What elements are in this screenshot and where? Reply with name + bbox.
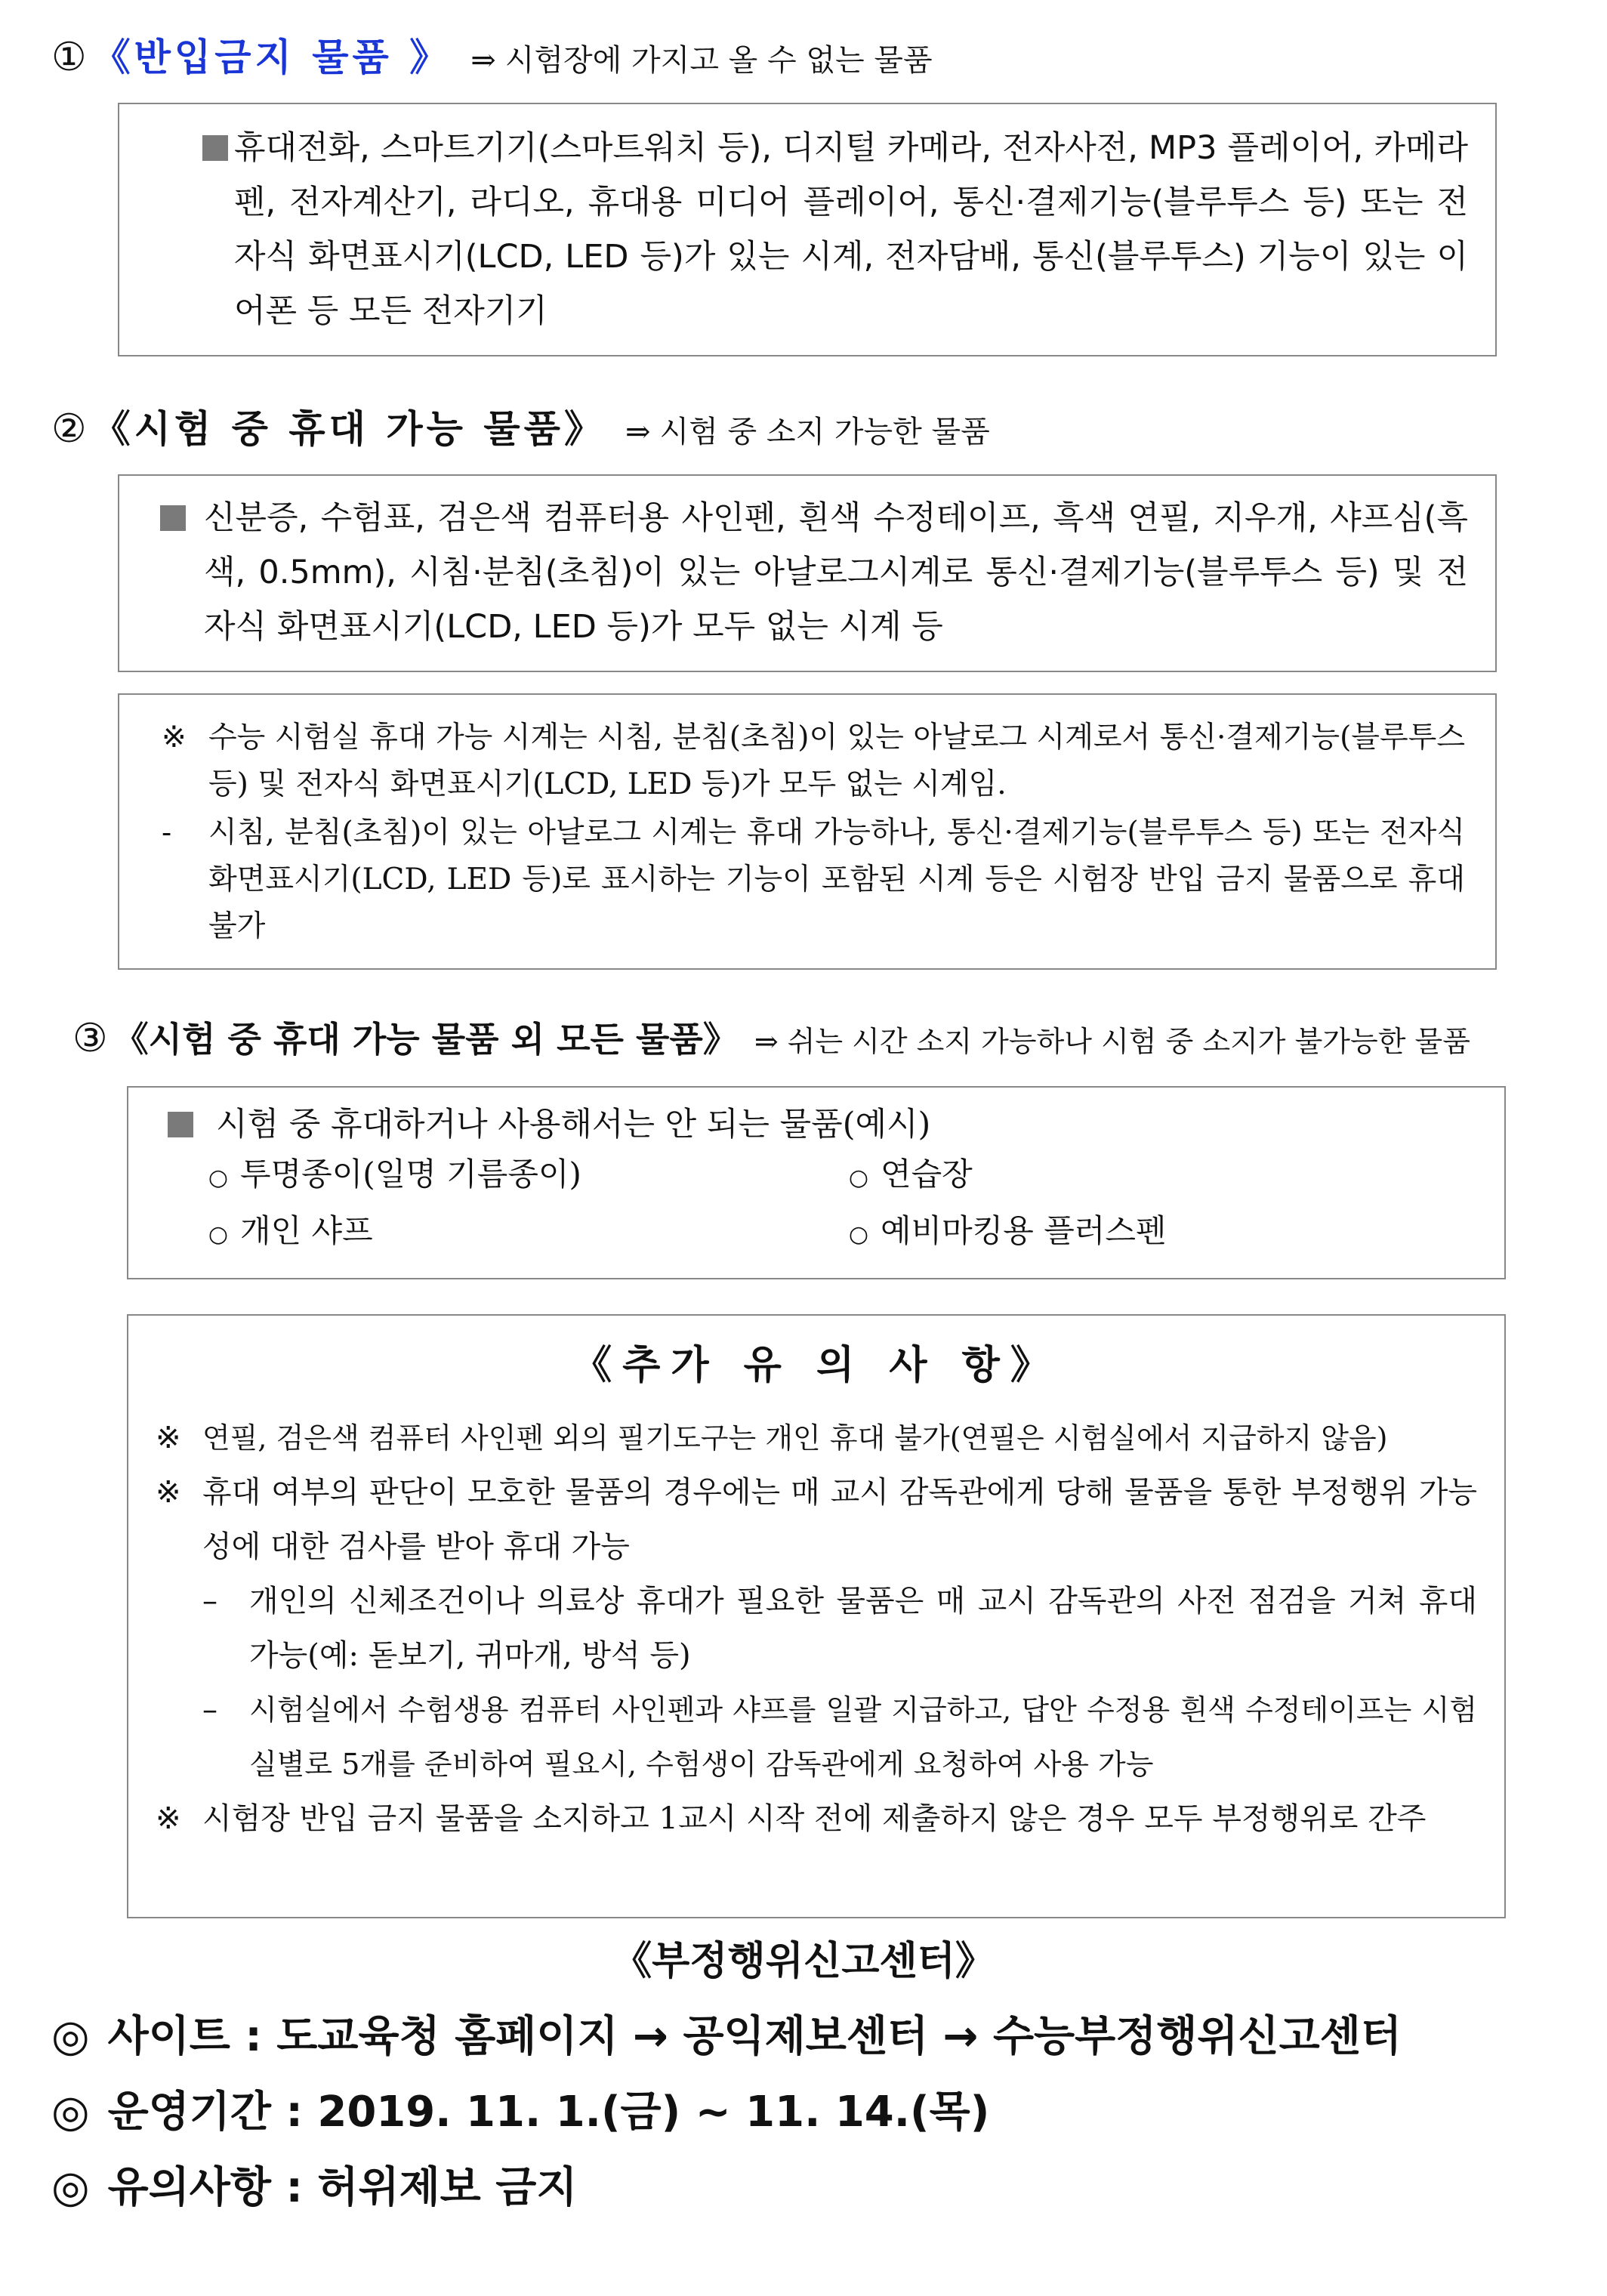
sub-note-text: 개인의 신체조건이나 의료상 휴대가 필요한 물품은 매 교시 감독관의 사전 점검을 거쳐 휴대 가능(예: 돋보기, 귀마개, 방석 등) <box>249 1584 1477 1673</box>
arrow-icon: ⇒ <box>625 415 651 449</box>
section1-box <box>118 103 1497 356</box>
section2-heading <box>51 399 1577 453</box>
arrow-icon: ⇒ <box>470 43 496 78</box>
section2-item <box>151 491 1468 654</box>
example-text: 투명종이(일명 기름종이) <box>240 1156 581 1193</box>
reference-mark-icon: ※ <box>156 1421 181 1455</box>
double-circle-icon: ◎ <box>51 2010 90 2061</box>
section2-item-text: 신분증, 수험표, 검은색 컴퓨터용 사인펜, 흰색 수정테이프, 흑색 연필, 지우개, 샤프심(흑색, 0.5mm), 시침·분침(초침)이 있는 아날로그시계로 통신·결제기능(블루투스 등) 및 전자식 화면표시기(LCD, LED 등)가 모두 없는 시계 등 <box>204 499 1468 646</box>
report-center-title: 《부정행위신고센터》 <box>612 1938 995 1984</box>
section3-number: ③ <box>72 1016 108 1061</box>
example-text: 연습장 <box>881 1156 973 1193</box>
double-circle-icon: ◎ <box>51 2085 90 2137</box>
section1-title: 《반입금지 물품 》 <box>92 35 452 79</box>
arrow-icon: ⇒ <box>754 1025 779 1058</box>
circle-bullet-icon: ○ <box>848 1221 869 1248</box>
section2-note-box <box>118 693 1497 970</box>
list-item <box>196 1148 834 1205</box>
section1-description <box>470 36 932 79</box>
sub-note-item <box>156 1574 1477 1683</box>
sub-note-item <box>156 1683 1477 1791</box>
watch-subnote <box>162 810 1465 950</box>
watch-note-text: 수능 시험실 휴대 가능 시계는 시침, 분침(초침)이 있는 아날로그 시계로서 통신·결제기능(블루투스 등) 및 전자식 화면표시기(LCD, LED 등)가 모두 없는 시계임. <box>208 721 1465 801</box>
note-text: 시험장 반입 금지 물품을 소지하고 1교시 시작 전에 제출하지 않은 경우 모두 부정행위로 간주 <box>202 1801 1427 1836</box>
section3-heading <box>72 1012 1577 1062</box>
additional-notes-title: 《추가 유 의 사 항》 <box>572 1342 1060 1388</box>
section1-item-text: 휴대전화, 스마트기기(스마트워치 등), 디지털 카메라, 전자사전, MP3 플레이어, 카메라 펜, 전자계산기, 라디오, 휴대용 미디어 플레이어, 통신·결제기능(블루투스 등) 또는 전자식 화면표시기(LCD, LED 등)가 있는 시계, 전자담배, 통신(블루투스) 기능이 있는 이어폰 등 모든 전자기기 <box>234 129 1468 330</box>
square-bullet-icon <box>202 135 228 161</box>
note-item <box>156 1465 1477 1574</box>
example-column-left <box>196 1148 834 1261</box>
circle-bullet-icon: ○ <box>848 1165 869 1191</box>
note-text: 연필, 검은색 컴퓨터 사인펜 외의 필기도구는 개인 휴대 불가(연필은 시험실에서 지급하지 않음) <box>202 1421 1388 1455</box>
report-caution-line <box>51 2154 577 2214</box>
square-bullet-icon <box>168 1112 193 1137</box>
section1-heading <box>51 27 1577 82</box>
note-item <box>156 1791 1477 1846</box>
note-item <box>156 1411 1477 1465</box>
note-text: 휴대 여부의 판단이 모호한 물품의 경우에는 매 교시 감독관에게 당해 물품을 통한 부정행위 가능성에 대한 검사를 받아 휴대 가능 <box>202 1475 1477 1564</box>
watch-subnote-text: 시침, 분침(초침)이 있는 아날로그 시계는 휴대 가능하나, 통신·결제기능(블루투스 등) 또는 전자식 화면표시기(LCD, LED 등)로 표시하는 기능이 포함된 시계 등은 시험장 반입 금지 물품으로 휴대 불가 <box>208 816 1465 943</box>
reference-mark-icon: ※ <box>156 1801 181 1836</box>
example-column-right <box>834 1148 1474 1261</box>
dash-icon: – <box>202 1584 217 1619</box>
section2-description <box>625 408 990 451</box>
report-period-text: 운영기간 : 2019. 11. 1.(금) ~ 11. 14.(목) <box>107 2088 990 2137</box>
dash-icon: – <box>202 1693 217 1727</box>
watch-note <box>162 714 1465 808</box>
square-bullet-icon <box>160 505 186 531</box>
example-text: 개인 샤프 <box>240 1212 373 1249</box>
list-item <box>837 1205 1474 1261</box>
reference-mark-icon: ※ <box>162 721 187 755</box>
section3-description <box>754 1018 1470 1060</box>
section2-box <box>118 474 1497 672</box>
section3-title: 《시험 중 휴대 가능 물품 외 모든 물품》 <box>113 1019 738 1060</box>
reference-mark-icon: ※ <box>156 1475 181 1510</box>
dash-icon: - <box>162 816 172 850</box>
section1-item <box>151 121 1468 338</box>
double-circle-icon: ◎ <box>51 2161 90 2212</box>
report-site-line <box>51 2003 1402 2063</box>
section3-header-text: 시험 중 휴대하거나 사용해서는 안 되는 물품(예시) <box>216 1106 931 1143</box>
sub-note-text: 시험실에서 수험생용 컴퓨터 사인펜과 샤프를 일괄 지급하고, 답안 수정용 흰색 수정테이프는 시험실별로 5개를 준비하여 필요시, 수험생이 감독관에게 요청하여 사용 가능 <box>249 1693 1477 1781</box>
section2-desc-text: 시험 중 소지 가능한 물품 <box>659 415 990 449</box>
report-caution-text: 유의사항 : 허위제보 금지 <box>107 2163 578 2212</box>
example-text: 예비마킹용 플러스펜 <box>881 1212 1167 1249</box>
section3-box <box>127 1086 1506 1279</box>
list-item <box>837 1148 1474 1205</box>
list-item <box>196 1205 834 1261</box>
circle-bullet-icon: ○ <box>208 1221 229 1248</box>
section2-title: 《시험 중 휴대 가능 물품》 <box>92 407 606 451</box>
section3-header <box>159 1101 1474 1148</box>
section1-number: ① <box>51 35 87 80</box>
section2-number: ② <box>51 406 87 452</box>
report-site-text: 사이트 : 도교육청 홈페이지 → 공익제보센터 → 수능부정행위신고센터 <box>107 2012 1402 2061</box>
circle-bullet-icon: ○ <box>208 1165 229 1191</box>
report-period-line <box>51 2078 989 2139</box>
example-list <box>159 1148 1474 1261</box>
section1-desc-text: 시험장에 가지고 올 수 없는 물품 <box>504 43 933 78</box>
section3-desc-text: 쉬는 시간 소지 가능하나 시험 중 소지가 불가능한 물품 <box>787 1025 1470 1058</box>
additional-notes-box <box>127 1314 1506 1918</box>
